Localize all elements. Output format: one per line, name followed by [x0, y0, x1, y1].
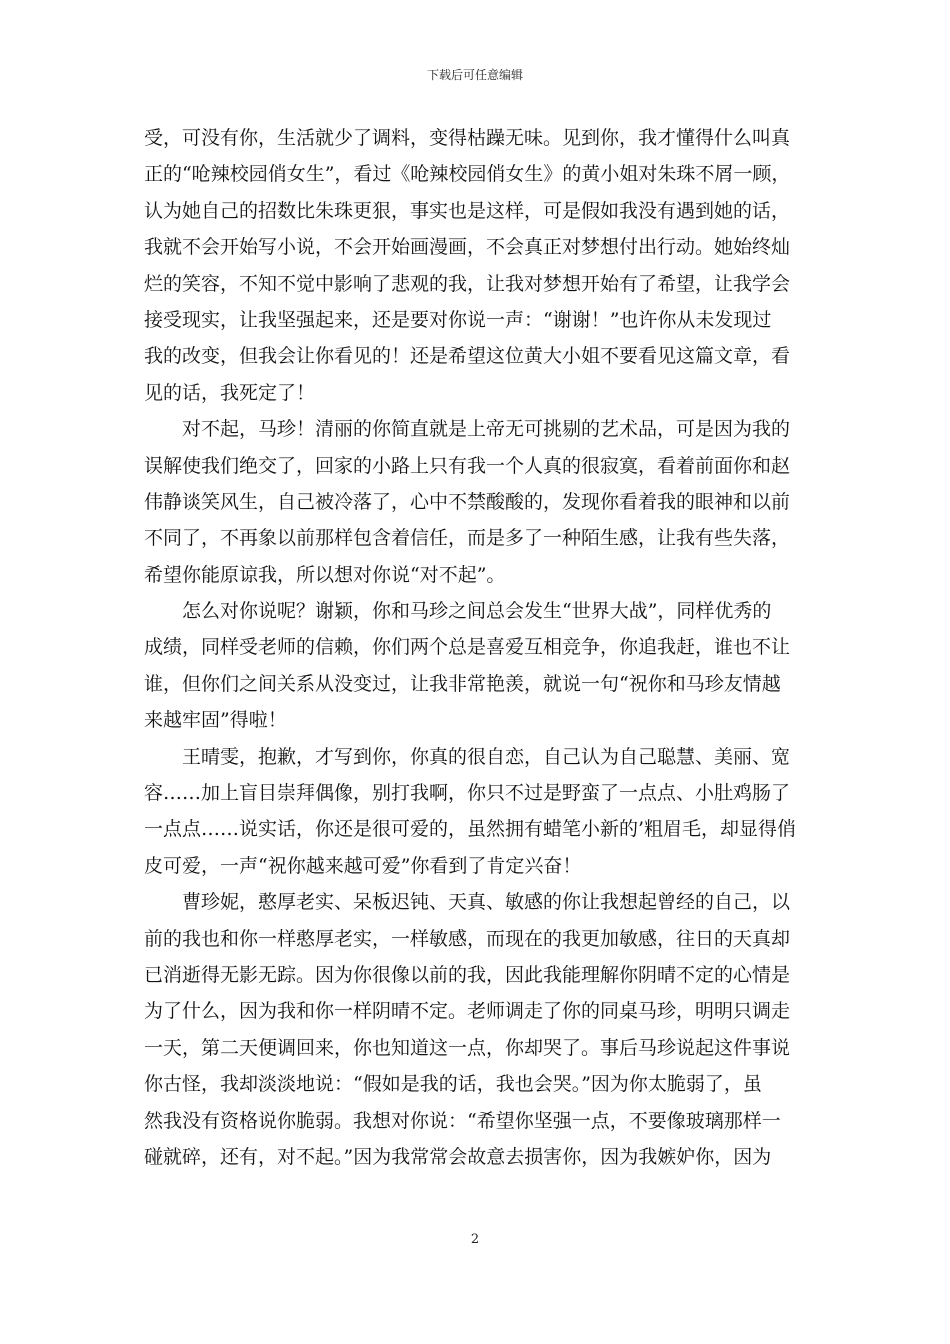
text-line: 为了什么，因为我和你一样阴晴不定。老师调走了你的同桌马珍，明明只调走 — [144, 1000, 791, 1023]
text-line: 希望你能原谅我，所以想对你说“对不起”。 — [144, 563, 506, 586]
text-line: 前的我也和你一样憨厚老实，一样敏感，而现在的我更加敏感，往日的天真却 — [144, 927, 791, 950]
text-line: 一点点……说实话，你还是很可爱的，虽然拥有蜡笔小新的’粗眉毛，却显得俏 — [144, 818, 797, 841]
text-line: 曹珍妮，憨厚老实、呆板迟钝、天真、敏感的你让我想起曾经的自己，以 — [182, 891, 791, 914]
text-line: 你古怪，我却淡淡地说：“假如是我的话，我也会哭。”因为你太脆弱了，虽 — [144, 1073, 762, 1096]
text-line: 碰就碎，还有，对不起。”因为我常常会故意去损害你，因为我嫉妒你，因为 — [144, 1145, 772, 1168]
text-line: 然我没有资格说你脆弱。我想对你说：“希望你坚强一点，不要像玻璃那样一 — [144, 1109, 781, 1132]
text-line: 烂的笑容，不知不觉中影响了悲观的我，让我对梦想开始有了希望，让我学会 — [144, 272, 791, 295]
text-line: 怎么对你说呢？谢颖，你和马珍之间总会发生“世界大战”，同样优秀的 — [182, 600, 772, 623]
text-line: 容……加上盲目崇拜偶像，别打我啊，你只不过是野蛮了一点点、小肚鸡肠了 — [144, 782, 791, 805]
text-line: 皮可爱，一声“祝你越来越可爱”你看到了肯定兴奋！ — [144, 854, 582, 877]
text-line: 正的“呛辣校园俏女生”，看过《呛辣校园俏女生》的黄小姐对朱珠不屑一顾， — [144, 163, 791, 186]
text-line: 我的改变，但我会让你看见的！还是希望这位黄大小姐不要看见这篇文章，看 — [144, 345, 791, 368]
text-line: 王晴雯，抱歉，才写到你，你真的很自恋，自己认为自己聪慧、美丽、宽 — [182, 745, 791, 768]
text-line: 谁，但你们之间关系从没变过，让我非常艳羡，就说一句“祝你和马珍友情越 — [144, 672, 781, 695]
text-line: 接受现实，让我坚强起来，还是要对你说一声：“谢谢！”也许你从未发现过 — [144, 308, 772, 331]
text-line: 受，可没有你，生活就少了调料，变得枯躁无味。见到你，我才懂得什么叫真 — [144, 127, 791, 149]
page-number: 2 — [470, 1232, 480, 1247]
text-line: 不同了，不再象以前那样包含着信任，而是多了一种陌生感，让我有些失落， — [144, 527, 791, 550]
text-line: 我就不会开始写小说，不会开始画漫画，不会真正对梦想付出行动。她始终灿 — [144, 236, 791, 259]
text-line: 见的话，我死定了！ — [144, 381, 316, 404]
text-line: 误解使我们绝交了，回家的小路上只有我一个人真的很寂寞，看着前面你和赵 — [144, 454, 791, 477]
page-header: 下载后可任意编辑 — [426, 68, 523, 82]
document-body — [144, 120, 820, 1175]
text-line: 对不起，马珍！清丽的你简直就是上帝无可挑剔的艺术品，可是因为我的 — [182, 418, 791, 441]
text-line: 认为她自己的招数比朱珠更狠，事实也是这样，可是假如我没有遇到她的话， — [144, 199, 791, 222]
text-line: 已消逝得无影无踪。因为你很像以前的我，因此我能理解你阴晴不定的心情是 — [144, 963, 791, 986]
text-line: 一天，第二天便调回来，你也知道这一点，你却哭了。事后马珍说起这件事说 — [144, 1036, 791, 1059]
text-line: 成绩，同样受老师的信赖，你们两个总是喜爱互相竞争，你追我赶，谁也不让 — [144, 636, 791, 659]
text-line: 伟静谈笑风生，自己被冷落了，心中不禁酸酸的，发现你看着我的眼神和以前 — [144, 490, 791, 513]
text-line: 来越牢固”得啦！ — [144, 709, 287, 732]
